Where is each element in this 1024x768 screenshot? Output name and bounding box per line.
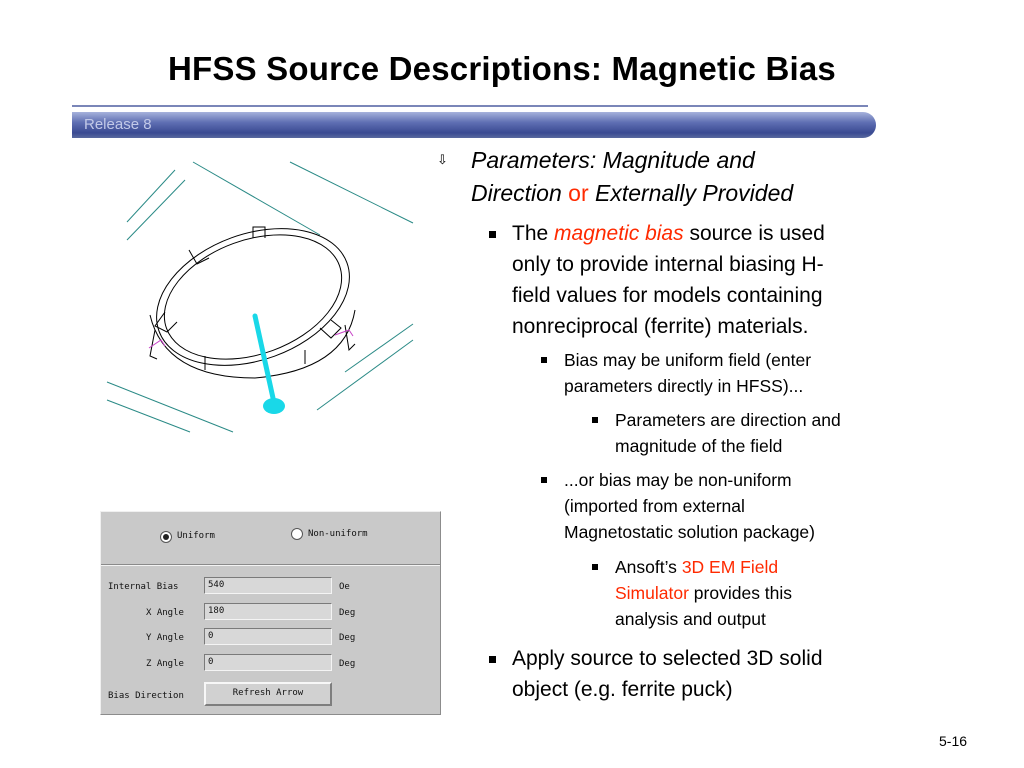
- down-arrow-bullet-icon: ⇩: [437, 152, 448, 167]
- nonuniform-radio[interactable]: [291, 528, 303, 540]
- bullet6-ansoft: Ansoft’s: [615, 557, 677, 577]
- puck-tab: [320, 320, 341, 338]
- plane-edge-line: [127, 180, 185, 240]
- bullet2-line3: field values for models containing: [512, 284, 823, 307]
- internal-bias-label: Internal Bias: [108, 582, 179, 592]
- bullet1-or: or: [568, 180, 589, 206]
- radio-selected-dot: [163, 534, 169, 540]
- slide-title: HFSS Source Descriptions: Magnetic Bias: [168, 50, 836, 87]
- internal-bias-field[interactable]: 540: [204, 577, 332, 594]
- uniform-radio-label: Uniform: [177, 531, 215, 541]
- bias-arrow-head: [263, 398, 285, 414]
- x-angle-field[interactable]: 180: [204, 603, 332, 620]
- refresh-arrow-button[interactable]: Refresh Arrow: [204, 682, 332, 706]
- z-angle-field[interactable]: 0: [204, 654, 332, 671]
- bullet6-rest: provides this: [693, 583, 793, 603]
- bullet6-red1: 3D EM Field: [681, 557, 779, 577]
- plane-edge-line: [317, 340, 413, 410]
- bullet2-magnetic-bias: magnetic bias: [554, 222, 684, 245]
- bullet5-line1: ...or bias may be non-uniform: [564, 470, 792, 490]
- internal-bias-unit: Oe: [339, 582, 350, 592]
- z-angle-label: Z Angle: [146, 659, 184, 669]
- plane-edge-line: [193, 162, 320, 235]
- bullet6-red2: Simulator: [615, 583, 689, 603]
- square-bullet-icon: [592, 417, 598, 423]
- bullet3-line2: parameters directly in HFSS)...: [564, 376, 804, 396]
- bullet1-direction: Direction: [471, 180, 562, 206]
- bullet6-line2: [615, 580, 792, 606]
- plane-edge-line: [290, 162, 413, 223]
- bullet2-the: The: [512, 222, 549, 245]
- x-angle-label: X Angle: [146, 608, 184, 618]
- bullet2-line4: nonreciprocal (ferrite) materials.: [512, 315, 809, 338]
- bullet1-line1: Parameters: Magnitude and: [471, 147, 755, 173]
- port-marker: [149, 340, 165, 348]
- release-label: Release 8: [84, 116, 152, 133]
- z-angle-unit: Deg: [339, 659, 356, 669]
- bullet2-rest: source is used: [689, 222, 825, 245]
- bullet7-line2: object (e.g. ferrite puck): [512, 678, 733, 701]
- bullet1-external: Externally Provided: [595, 180, 794, 206]
- square-bullet-icon: [489, 656, 496, 663]
- header-divider: [72, 105, 868, 107]
- bullet6-line1: [615, 554, 778, 580]
- square-bullet-icon: [541, 477, 547, 483]
- dialog-separator: [101, 564, 440, 566]
- bullet6-line3: analysis and output: [615, 609, 766, 629]
- bullet2-line1: [512, 218, 825, 249]
- uniform-radio[interactable]: [160, 531, 172, 543]
- bullet4-line2: magnitude of the field: [615, 436, 783, 456]
- bullet3-line1: Bias may be uniform field (enter: [564, 350, 812, 370]
- ferrite-geometry-diagram: [105, 160, 420, 433]
- magnetic-bias-dialog: [100, 511, 441, 715]
- bullet1-line2: [471, 177, 793, 210]
- plane-edge-line: [107, 400, 190, 432]
- bullet2-line2: only to provide internal biasing H-: [512, 253, 824, 276]
- square-bullet-icon: [541, 357, 547, 363]
- bullet7-line1: Apply source to selected 3D solid: [512, 647, 823, 670]
- bias-arrow-shaft: [255, 316, 273, 398]
- page-number: 5-16: [939, 733, 968, 749]
- square-bullet-icon: [592, 564, 598, 570]
- bullet4-line1: Parameters are direction and: [615, 410, 841, 430]
- puck-bottom-edge: [150, 310, 355, 378]
- release-bar: [72, 112, 876, 138]
- nonuniform-radio-label: Non-uniform: [308, 529, 368, 539]
- bias-direction-label: Bias Direction: [108, 691, 184, 701]
- y-angle-unit: Deg: [339, 633, 356, 643]
- bullet5-line3: Magnetostatic solution package): [564, 522, 815, 542]
- y-angle-label: Y Angle: [146, 633, 184, 643]
- bullet5-line2: (imported from external: [564, 496, 745, 516]
- y-angle-field[interactable]: 0: [204, 628, 332, 645]
- square-bullet-icon: [489, 231, 496, 238]
- x-angle-unit: Deg: [339, 608, 356, 618]
- puck-tab: [345, 325, 355, 350]
- plane-edge-line: [127, 170, 175, 222]
